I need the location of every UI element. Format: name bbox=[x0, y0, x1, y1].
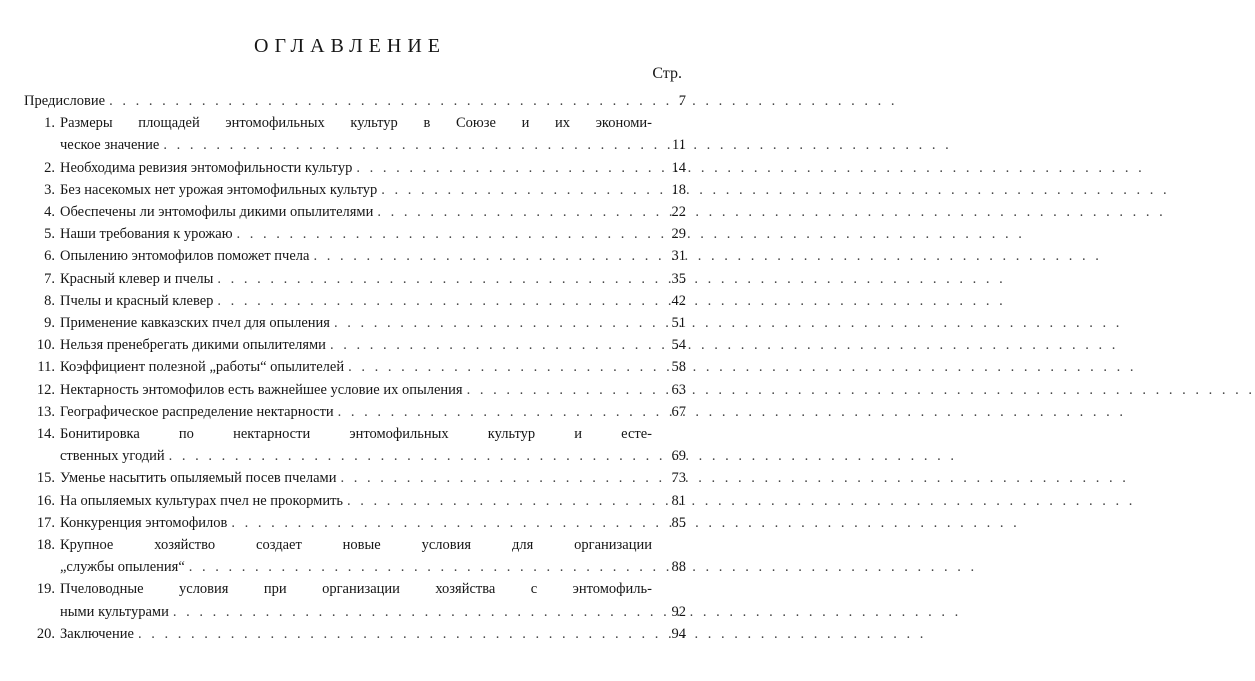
dot-leader bbox=[169, 601, 652, 623]
toc-entry-title: Конкуренция энтомофилов bbox=[60, 514, 228, 531]
toc-entry-body bbox=[60, 334, 686, 356]
toc-entry-title: Нельзя пренебрегать дикими опылителями bbox=[60, 337, 326, 354]
dot-leader bbox=[373, 201, 652, 223]
dot-leader bbox=[334, 401, 652, 423]
dot-leader bbox=[326, 334, 652, 356]
dot-leader bbox=[233, 223, 652, 245]
toc-entry bbox=[24, 245, 686, 267]
toc-entry-body bbox=[24, 90, 686, 112]
toc-entry-title: На опыляемых культурах пчел не прокормить bbox=[60, 492, 344, 509]
toc-entry-title: Географическое распределение нектарности bbox=[60, 403, 334, 420]
dot-leader bbox=[213, 290, 652, 312]
toc-entry bbox=[24, 179, 686, 201]
toc-entry bbox=[24, 334, 686, 356]
toc-entry-page: 42 bbox=[671, 292, 686, 309]
toc-entry-title: Необходима ревизия энтомофильности культур bbox=[60, 159, 353, 176]
toc-entry-number: 17. bbox=[36, 514, 55, 531]
page-column-header: Стр. bbox=[652, 65, 682, 82]
dot-leader bbox=[463, 379, 652, 401]
toc-entry-title: Размеры площадей энтомофильных культур в Союзе и их экономи- bbox=[60, 115, 652, 132]
toc-entry bbox=[24, 578, 686, 622]
toc-entry-page: 88 bbox=[671, 559, 686, 576]
toc-entry-body bbox=[60, 312, 686, 334]
dot-leader bbox=[165, 445, 652, 467]
dot-leader bbox=[309, 245, 652, 267]
toc-entry bbox=[24, 268, 686, 290]
toc-entry-continuation-row bbox=[60, 601, 686, 623]
toc-entry-page: 94 bbox=[671, 625, 686, 642]
toc-entry-title: Красный клевер и пчелы bbox=[60, 270, 214, 287]
toc-entry-body bbox=[60, 356, 686, 378]
toc-entry-body bbox=[60, 268, 686, 290]
toc-entry bbox=[24, 312, 686, 334]
toc-entry-number: 10. bbox=[36, 337, 55, 354]
toc-entry-number: 4. bbox=[44, 204, 55, 221]
toc-entry-page: 54 bbox=[671, 337, 686, 354]
toc-entry-number: 7. bbox=[44, 270, 55, 287]
toc-entry bbox=[24, 201, 686, 223]
toc-entry-body bbox=[60, 534, 686, 578]
toc-entry-page: 63 bbox=[671, 381, 686, 398]
toc-entry bbox=[24, 290, 686, 312]
toc-entry-page: 58 bbox=[671, 359, 686, 376]
toc-entry bbox=[24, 223, 686, 245]
toc-entry bbox=[24, 356, 686, 378]
toc-entry-body bbox=[60, 157, 686, 179]
toc-entry-page: 7 bbox=[678, 93, 686, 109]
toc-entry-body bbox=[60, 223, 686, 245]
toc-entry-title: Крупное хозяйство создает новые условия для организации bbox=[60, 537, 652, 554]
toc-entry-title: Без насекомых нет урожая энтомофильных культур bbox=[60, 181, 378, 198]
toc-entry bbox=[24, 467, 686, 489]
dot-leader bbox=[330, 312, 652, 334]
toc-entry-page: 67 bbox=[671, 403, 686, 420]
toc-entry-page: 11 bbox=[672, 137, 686, 154]
toc-entry bbox=[24, 490, 686, 512]
toc-entry-body bbox=[60, 290, 686, 312]
dot-leader bbox=[377, 179, 652, 201]
toc-entry-number: 15. bbox=[36, 470, 55, 487]
dot-leader bbox=[185, 556, 652, 578]
toc-entry-title: Заключение bbox=[60, 625, 134, 642]
toc-entry-body bbox=[60, 490, 686, 512]
toc-entry-body bbox=[60, 512, 686, 534]
toc-entry-number: 19. bbox=[36, 581, 55, 598]
toc-entry-title: Пчеловодные условия при организации хозяйства с энтомофиль- bbox=[60, 581, 652, 598]
toc-entry-number: 5. bbox=[44, 226, 55, 243]
dot-leader bbox=[213, 268, 652, 290]
toc-entry-body bbox=[60, 578, 686, 622]
toc-entry-title: Коэффициент полезной „работы“ опылителей bbox=[60, 359, 345, 376]
toc-entry-number: 8. bbox=[44, 292, 55, 309]
toc-entry bbox=[24, 90, 686, 112]
toc-entry-title: Опылению энтомофилов поможет пчела bbox=[60, 248, 310, 265]
toc-entry-number: 13. bbox=[36, 403, 55, 420]
toc-entry-title-continuation: ческое значение bbox=[60, 137, 160, 154]
page-title: ОГЛАВЛЕНИЕ bbox=[254, 35, 446, 57]
toc-entry-body bbox=[60, 201, 686, 223]
toc-entry-body bbox=[60, 379, 686, 401]
toc-entry-page: 35 bbox=[671, 270, 686, 287]
toc-entry-title: Наши требования к урожаю bbox=[60, 226, 233, 243]
dot-leader bbox=[343, 490, 652, 512]
toc-entry bbox=[24, 157, 686, 179]
toc-entry-title: Уменье насытить опыляемый посев пчелами bbox=[60, 470, 337, 487]
toc-entry-body bbox=[60, 401, 686, 423]
toc-entry-number: 20. bbox=[36, 625, 55, 642]
toc-entry-number: 18. bbox=[36, 537, 55, 554]
toc-entry-title: Бонитировка по нектарности энтомофильных культур и есте- bbox=[60, 426, 652, 443]
toc-entry bbox=[24, 623, 686, 645]
toc-entry-number: 11. bbox=[37, 359, 55, 376]
toc-entry-page: 22 bbox=[671, 204, 686, 221]
toc-entry-title: Применение кавказских пчел для опыления bbox=[60, 315, 330, 332]
toc-entry-continuation-row bbox=[60, 134, 686, 156]
dot-leader bbox=[344, 356, 652, 378]
toc-entry-title: Пчелы и красный клевер bbox=[60, 292, 214, 309]
toc-entry bbox=[24, 512, 686, 534]
toc-entry-body bbox=[60, 112, 686, 156]
toc-entry-body bbox=[60, 179, 686, 201]
toc-entry bbox=[24, 401, 686, 423]
dot-leader bbox=[134, 623, 652, 645]
toc-entry bbox=[24, 112, 686, 156]
toc-entry bbox=[24, 379, 686, 401]
toc-entry-page: 31 bbox=[671, 248, 686, 265]
toc-entry-body bbox=[60, 623, 686, 645]
toc-entry-continuation-row bbox=[60, 556, 686, 578]
toc-entry-body bbox=[60, 245, 686, 267]
toc-entry-number: 2. bbox=[44, 159, 55, 176]
toc-entry-page: 81 bbox=[671, 492, 686, 509]
toc-entry-title-continuation: „службы опыления“ bbox=[60, 559, 185, 576]
toc-entry-title-continuation: ственных угодий bbox=[60, 448, 165, 465]
toc-entry-body bbox=[60, 467, 686, 489]
toc-entry-number: 6. bbox=[44, 248, 55, 265]
toc-entry-page: 14 bbox=[671, 159, 686, 176]
toc-entry-number: 14. bbox=[36, 426, 55, 443]
toc-entry-number: 9. bbox=[44, 315, 55, 332]
toc-entry-page: 18 bbox=[671, 181, 686, 198]
toc-entry-number: 16. bbox=[36, 492, 55, 509]
dot-leader bbox=[227, 512, 652, 534]
table-of-contents bbox=[24, 90, 686, 645]
toc-entry-number: 1. bbox=[44, 115, 55, 132]
dot-leader bbox=[159, 134, 652, 156]
toc-entry-page: 51 bbox=[671, 315, 686, 332]
toc-entry-title-continuation: ными культурами bbox=[60, 603, 169, 620]
toc-entry bbox=[24, 534, 686, 578]
dot-leader bbox=[352, 157, 652, 179]
toc-entry-continuation-row bbox=[60, 445, 686, 467]
toc-entry-title: Обеспечены ли энтомофилы дикими опылителями bbox=[60, 204, 374, 221]
toc-entry bbox=[24, 423, 686, 467]
toc-entry-page: 29 bbox=[671, 226, 686, 243]
toc-entry-number: 12. bbox=[36, 381, 55, 398]
toc-entry-page: 92 bbox=[671, 603, 686, 620]
dot-leader bbox=[336, 467, 652, 489]
toc-entry-page: 69 bbox=[671, 448, 686, 465]
toc-entry-title: Нектарность энтомофилов есть важнейшее условие их опыления bbox=[60, 381, 463, 398]
dot-leader bbox=[105, 90, 652, 112]
toc-entry-body bbox=[60, 423, 686, 467]
toc-entry-number: 3. bbox=[44, 181, 55, 198]
toc-entry-page: 73 bbox=[671, 470, 686, 487]
toc-entry-title: Предисловие bbox=[24, 93, 106, 109]
toc-entry-page: 85 bbox=[671, 514, 686, 531]
